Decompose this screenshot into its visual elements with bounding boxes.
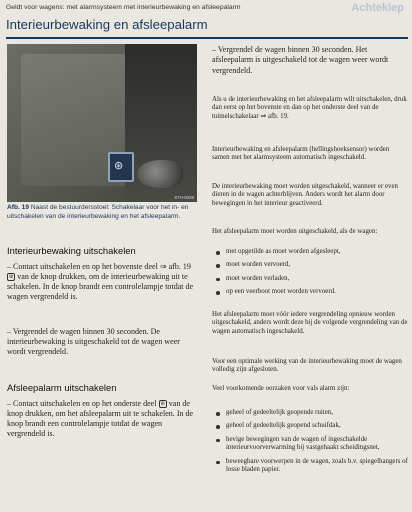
rocker-switch [108, 152, 134, 182]
list-item: geheel of gedeeltelijk geopend schuifdak, [212, 422, 408, 430]
button-upper-icon: ⊛ [9, 274, 14, 281]
paragraph-reset: Het afsleepalarm moet vóór iedere vergrendeling opnieuw worden uitgeschakeld, anders wordt deze bij de volgende vergrendeling van de wagen automatisch ingeschakeld. [212, 311, 408, 335]
running-header: Geldt voor wagens: met alarmsysteem met interieurbewaking en afsleepalarm [6, 4, 241, 11]
paragraph-tow-steps: – Contact uitschakelen en op het onderste deel ⊛ van de knop drukken, om het afsleepalarm uit te schakelen. In de knop brandt een controlelampje totdat de wagen vergrendeld is. [7, 399, 194, 439]
list-item: beweegbare voorwerpen in de wagen, zoals b.v. spiegelhangers of losse bladen papier. [212, 458, 408, 475]
paragraph-both-off: Als u de interieurbewaking en het afsleepalarm wilt uitschakelen, druk dan eerst op het bovenste en dan op het onderste deel van de tuimelschakelaar ⇒ afb. 19. [212, 96, 407, 120]
paragraph-tow-when: Het afsleepalarm moet worden uitgeschakeld, als de wagen: [212, 228, 378, 235]
list-item: met opgetilde as moet worden afgesleept, [212, 248, 408, 256]
paragraph-animals: De interieurbewaking moet worden uitgeschakeld, wanneer er even dieren in de wagen achterblijven. Anders wordt het alarm door bewegingen in het interieur geactiveerd. [212, 183, 398, 207]
paragraph-interior-steps: – Contact uitschakelen en op het bovenste deel ⇒ afb. 19 ⊛ van de knop drukken, om de interieurbewaking uit te schakelen. In de knop brandt een controlelampje totdat de wagen vergrendeld is. [7, 262, 194, 302]
paragraph-interior-lock: – Vergrendel de wagen binnen 30 seconden. De interieurbewaking is uitgeschakeld tot de wagen weer wordt vergrendeld. [7, 327, 180, 357]
caption-label: Afb. 19 [7, 204, 29, 211]
figure-code: S7H-0028 [174, 195, 194, 200]
paragraph-auto-on: Interieurbewaking en afsleepalarm (hellingshoeksensor) worden samen met het alarmsysteem automatisch ingeschakeld. [212, 146, 390, 162]
button-lower-icon: ⊛ [160, 401, 165, 407]
tow-conditions-list [212, 248, 408, 297]
page-title: Interieurbewaking en afsleepalarm [6, 17, 208, 32]
list-item: op een veerboot moet worden vervoerd. [212, 288, 408, 296]
title-rule [6, 37, 408, 39]
heading-interior-off: Interieurbewaking uitschakelen [7, 245, 136, 256]
paragraph-tow-lock: – Vergrendel de wagen binnen 30 seconden. Het afsleepalarm is uitgeschakeld tot de wagen weer wordt vergrendeld. [212, 45, 389, 75]
section-tag: Achteklep [351, 2, 404, 14]
sensor-icon: ⊛ [114, 159, 124, 172]
false-alarm-list [212, 409, 408, 474]
heading-tow-off: Afsleepalarm uitschakelen [7, 382, 117, 393]
paragraph-false-alarm: Veel voorkomende oorzaken voor vals alarm zijn: [212, 385, 350, 392]
caption-text: Naast de bestuurdersstoel: Schakelaar voor het in- en uitschakelen van de interieurbewaking en het afsleepalarm. [7, 204, 189, 220]
list-item: moet worden vervoerd, [212, 261, 408, 269]
paragraph-closed: Voor een optimale werking van de interieurbewaking moet de wagen volledig zijn afgesloten. [212, 358, 402, 374]
list-item: hevige bewegingen van de wagen of ingeschakelde interieurvoorverwarming bij vastgehaakt scheidingsnet, [212, 436, 408, 453]
list-item: geheel of gedeeltelijk geopende ruiten, [212, 409, 408, 417]
list-item: moet worden verladen, [212, 275, 408, 283]
seat-lever [137, 160, 183, 188]
figure-switch-photo [7, 44, 197, 202]
figure-caption [7, 204, 199, 221]
